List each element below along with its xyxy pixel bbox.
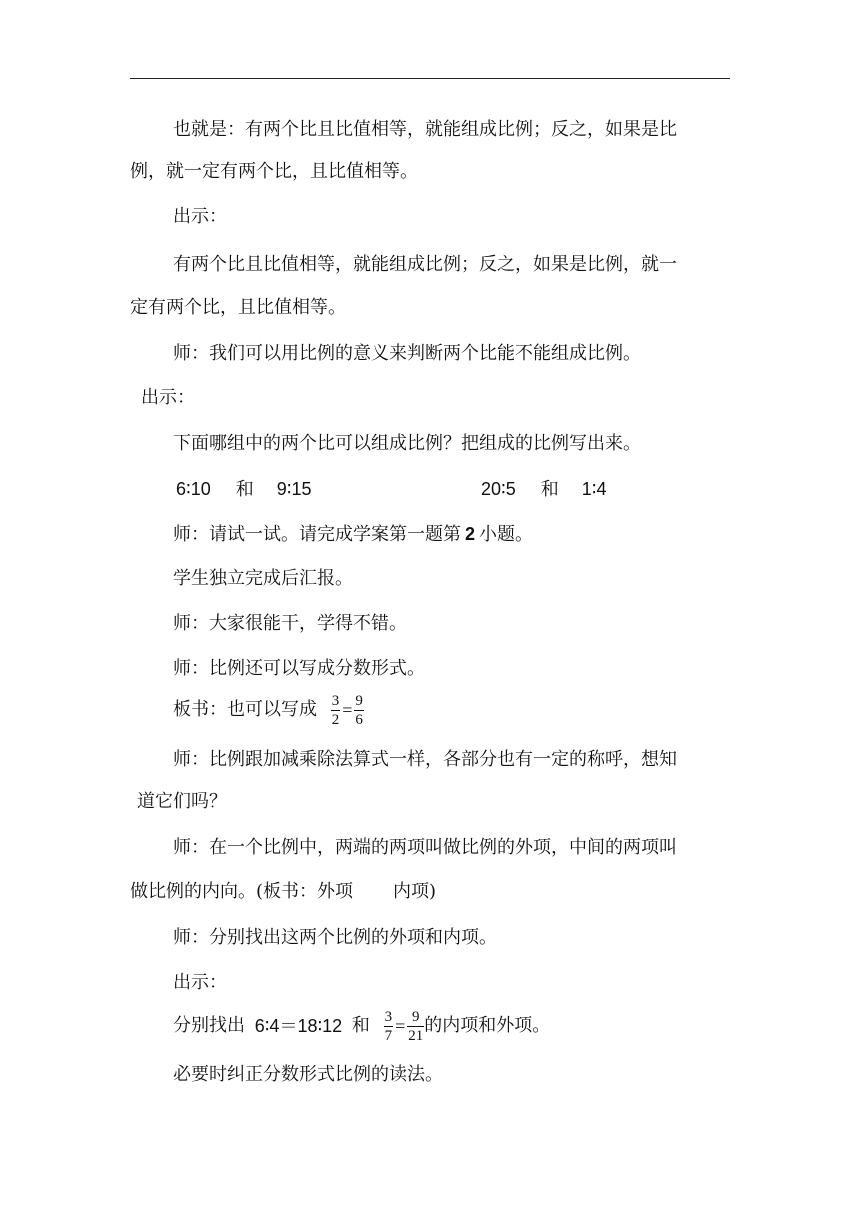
paragraph-2: 出示： bbox=[173, 206, 227, 227]
fraction-numerator: 3 bbox=[331, 692, 340, 709]
paragraph-13-line-2: 道它们吗？ bbox=[137, 791, 227, 812]
paragraph-10: 师：大家很能干，学得不错。 bbox=[173, 613, 407, 634]
ratio-and-1: 和 bbox=[235, 479, 254, 500]
paragraph-15: 师：分别找出这两个比例的外项和内项。 bbox=[173, 927, 497, 948]
paragraph-14-line-2 bbox=[130, 880, 436, 904]
paragraph-17-and: 和 bbox=[351, 1015, 370, 1036]
paragraph-14-text: 做比例的内向。 bbox=[130, 881, 256, 902]
blackboard-inner-terms: 内项) bbox=[393, 881, 437, 902]
paragraph-17-text-b: 的内项和外项。 bbox=[424, 1015, 551, 1036]
ratio-group-2 bbox=[481, 477, 606, 502]
paragraph-8-text-b: 小题。 bbox=[479, 524, 534, 545]
ratio-20-5: 20∶5 bbox=[481, 479, 516, 499]
fraction-3-2 bbox=[331, 692, 341, 729]
fraction-numerator: 3 bbox=[384, 1008, 393, 1025]
fraction-9-6 bbox=[354, 692, 364, 729]
paragraph-18: 必要时纠正分数形式比例的读法。 bbox=[173, 1064, 443, 1085]
paragraph-11: 师：比例还可以写成分数形式。 bbox=[173, 658, 425, 679]
paragraph-3-line-2: 定有两个比，且比值相等。 bbox=[130, 297, 346, 318]
paragraph-13-line-1: 师：比例跟加减乘除法算式一样，各部分也有一定的称呼，想知 bbox=[173, 749, 677, 770]
ratio-and-2: 和 bbox=[540, 479, 559, 500]
fraction-9-21 bbox=[407, 1008, 424, 1045]
paragraph-4: 师：我们可以用比例的意义来判断两个比能不能组成比例。 bbox=[173, 343, 641, 364]
fraction-numerator: 9 bbox=[407, 1008, 424, 1027]
paragraph-6: 下面哪组中的两个比可以组成比例？把组成的比例写出来。 bbox=[173, 433, 641, 454]
fraction-denominator: 7 bbox=[384, 1027, 393, 1044]
paragraph-1-line-2: 例，就一定有两个比，且比值相等。 bbox=[130, 161, 418, 182]
paragraph-14-line-1: 师：在一个比例中，两端的两项叫做比例的外项，中间的两项叫 bbox=[173, 837, 677, 858]
paragraph-17 bbox=[173, 1006, 550, 1046]
paragraph-1-line-1: 也就是：有两个比且比值相等，就能组成比例；反之，如果是比 bbox=[173, 119, 677, 140]
paragraph-8 bbox=[173, 522, 533, 547]
paragraph-17-text-a: 分别找出 bbox=[173, 1015, 245, 1036]
ratio-group-1 bbox=[176, 477, 311, 502]
paragraph-3-line-1: 有两个比且比值相等，就能组成比例；反之，如果是比例，就一 bbox=[173, 254, 677, 275]
fraction-denominator: 2 bbox=[331, 711, 340, 728]
paragraph-9: 学生独立完成后汇报。 bbox=[173, 568, 353, 589]
ratio-9-15: 9∶15 bbox=[276, 479, 312, 499]
ratio-6-10: 6∶10 bbox=[176, 479, 211, 499]
fraction-denominator: 6 bbox=[355, 711, 363, 728]
header-rule bbox=[130, 78, 730, 79]
fraction-numerator: 9 bbox=[355, 692, 363, 709]
ratio-1-4: 1∶4 bbox=[581, 479, 607, 499]
equals-sign: = bbox=[395, 1016, 406, 1036]
ratio-expression: 6∶4＝18∶12 bbox=[254, 1016, 343, 1036]
paragraph-16: 出示： bbox=[173, 972, 227, 993]
paragraph-12 bbox=[173, 690, 364, 730]
fraction-3-7 bbox=[384, 1008, 394, 1045]
blackboard-outer-terms: (板书：外项 bbox=[256, 881, 354, 902]
equals-sign: = bbox=[342, 700, 353, 720]
paragraph-5: 出示： bbox=[141, 387, 195, 408]
paragraph-8-text-a: 师：请试一试。请完成学案第一题第 bbox=[173, 524, 461, 545]
paragraph-8-number: 2 bbox=[465, 524, 476, 544]
paragraph-12-text: 板书：也可以写成 bbox=[173, 699, 317, 720]
fraction-denominator: 21 bbox=[408, 1027, 424, 1044]
